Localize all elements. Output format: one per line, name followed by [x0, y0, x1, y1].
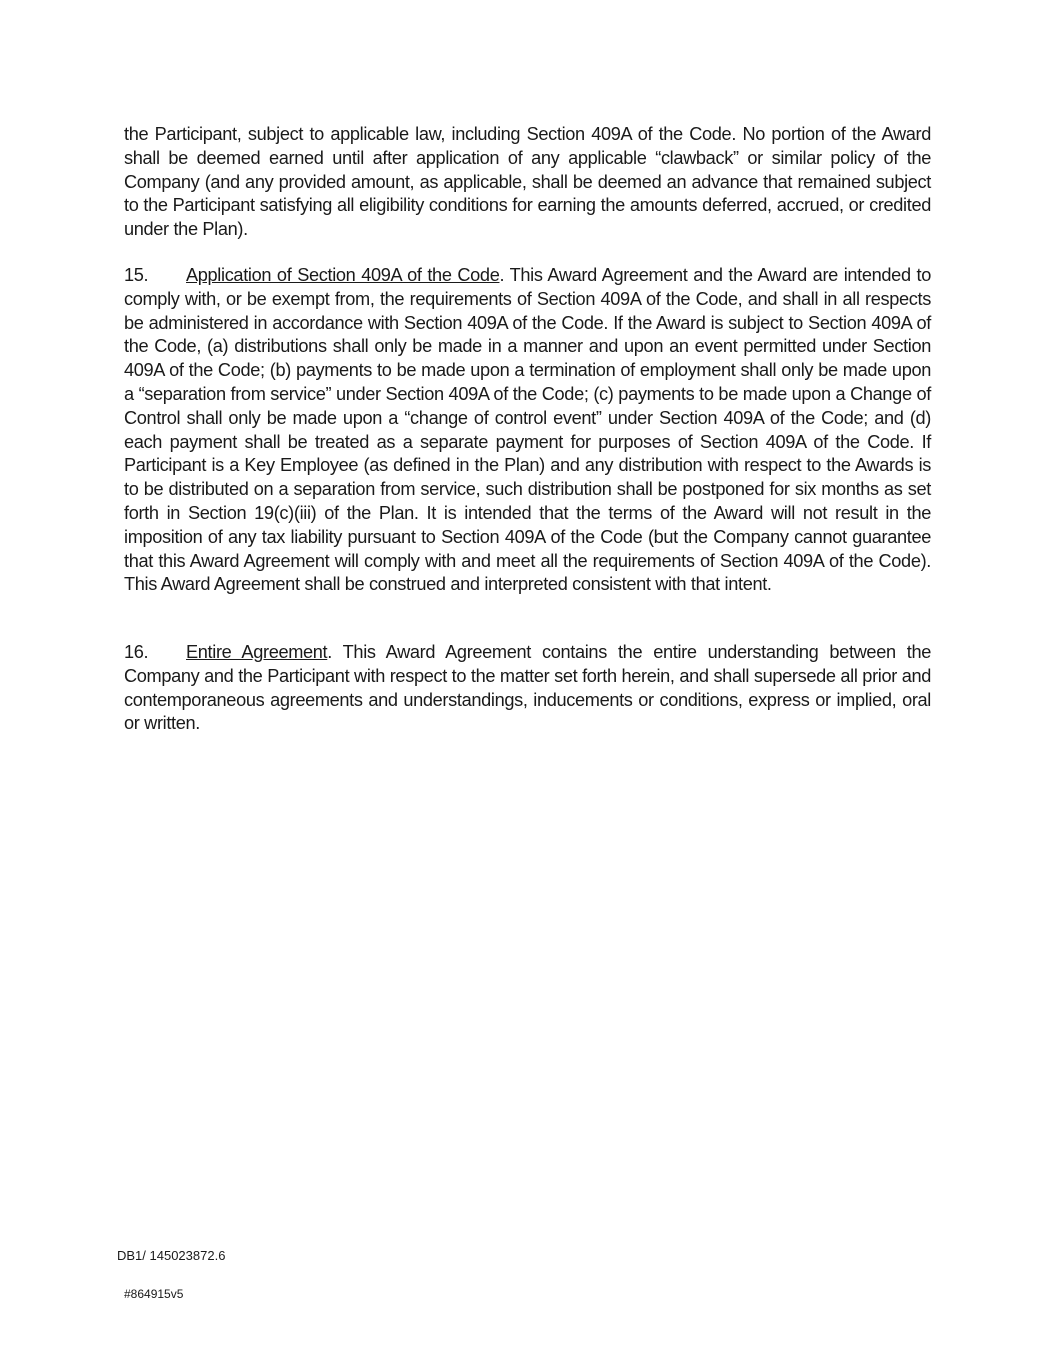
- section-16-body: . This Award Agreement contains the entire understanding between the Company and the Participant with respect to the matter set forth herein, and shall supersede all prior and contemporaneous agreements and understandings, inducements or conditions, express or implied, oral or written.: [124, 642, 931, 734]
- section-15-heading: Application of Section 409A of the Code: [186, 265, 500, 285]
- section-16: [124, 641, 931, 736]
- footer-version: #864915v5: [124, 1287, 184, 1301]
- footer-document-id: DB1/ 145023872.6: [117, 1248, 226, 1263]
- section-16-number: 16.: [124, 642, 149, 662]
- section-15: [124, 264, 931, 597]
- section-15-body: . This Award Agreement and the Award are intended to comply with, or be exempt from, the requirements of Section 409A of the Code, and shall in all respects be administered in accordance with Section 409A of the Code. If the Award is subject to Section 409A of the Code, (a) distributions shall only be made in a manner and upon an event permitted under Section 409A of the Code; (b) payments to be made upon a termination of employment shall only be made upon a “separation from service” under Section 409A of the Code; (c) payments to be made upon a Change of Control shall only be made upon a “change of control event” under Section 409A of the Code; and (d) each payment shall be treated as a separate payment for purposes of Section 409A of the Code. If Participant is a Key Employee (as defined in the Plan) and any distribution with respect to the Awards is to be distributed on a separation from service, such distribution shall be postponed for six months as set forth in Section 19(c)(iii) of the Plan. It is intended that the terms of the Award will not result in the imposition of any tax liability pursuant to Section 409A of the Code (but the Company cannot guarantee that this Award Agreement will comply with and meet all the requirements of Section 409A of the Code). This Award Agreement shall be construed and interpreted consistent with that intent.: [124, 265, 931, 595]
- section-16-heading: Entire Agreement: [186, 642, 328, 662]
- section-15-number: 15.: [124, 265, 149, 285]
- continued-paragraph: the Participant, subject to applicable law, including Section 409A of the Code. No portion of the Award shall be deemed earned until after application of any applicable “clawback” or similar policy of the Company (and any provided amount, as applicable, shall be deemed an advance that remained subject to the Participant satisfying all eligibility conditions for earning the amounts deferred, accrued, or credited under the Plan).: [124, 124, 931, 240]
